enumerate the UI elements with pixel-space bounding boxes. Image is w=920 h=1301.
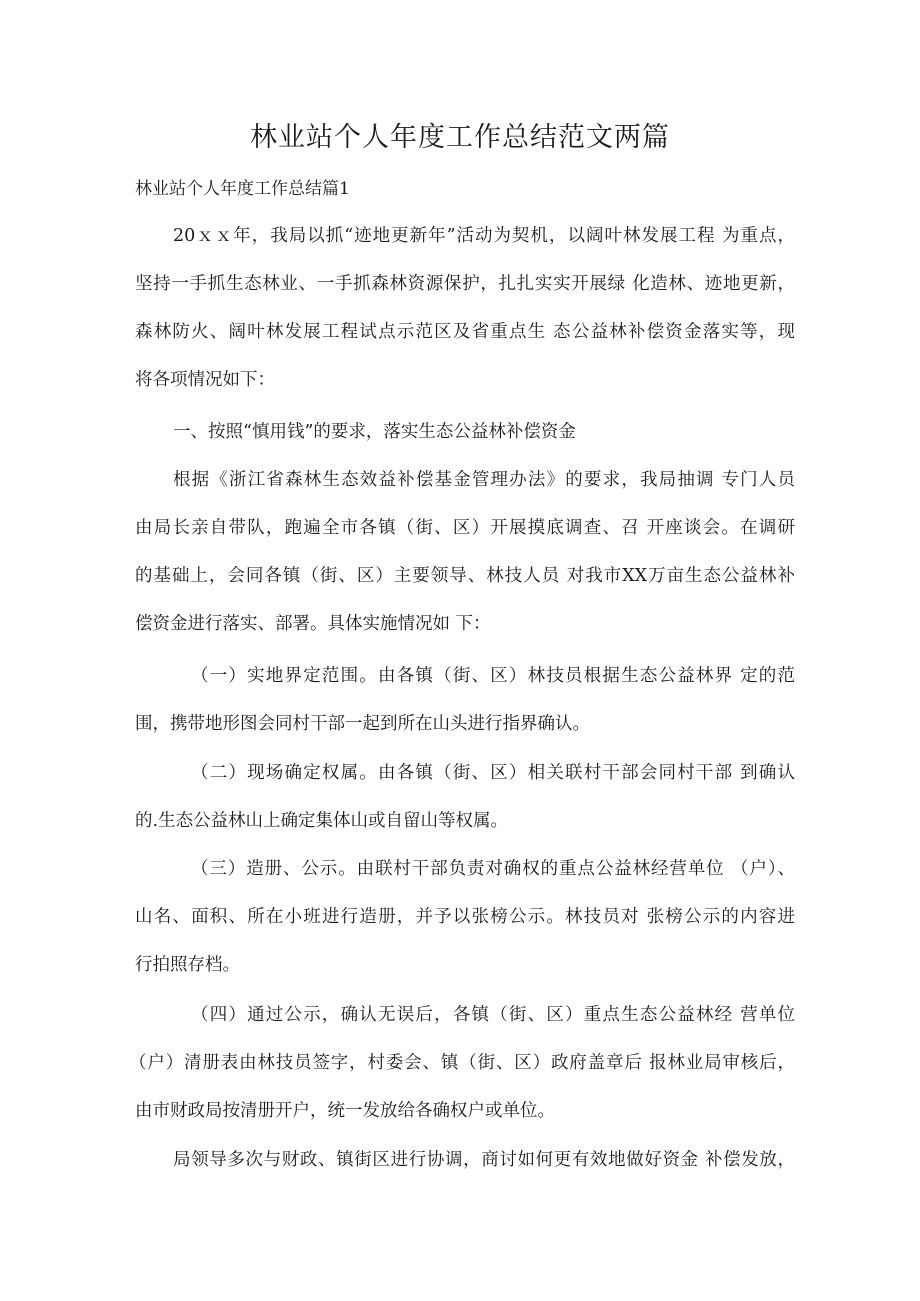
text-line: （四）通过公示，确认无误后，各镇（街、区）重点生态公益林经 营单位	[191, 1005, 795, 1025]
paragraph-step-three	[135, 845, 795, 989]
text-line: 坚持一手抓生态林业、一手抓森林资源保护，扎扎实实开展绿 化造林、迹地更新，	[135, 274, 795, 294]
text-line: 由局长亲自带队，跑遍全市各镇（街、区）开展摸底调查、召 开座谈会。在调研	[135, 518, 795, 538]
text-line: 森林防火、阔叶林发展工程试点示范区及省重点生 态公益林补偿资金落实等，现	[135, 322, 795, 342]
text-line: 将各项情况如下：	[135, 370, 275, 390]
section-heading: 林业站个人年度工作总结篇1	[135, 179, 350, 199]
text-line: （二）现场确定权属。由各镇（街、区）相关联村干部会同村干部 到确认	[191, 763, 795, 783]
text-line: 由市财政局按清册开户，统一发放给各确权户或单位。	[135, 1101, 555, 1121]
text-line: 20ｘｘ年，我局以抓“迹地更新年”活动为契机，以阔叶林发展工程 为重点，	[173, 226, 795, 246]
paragraph-section-one	[135, 408, 795, 456]
paragraph-step-four	[129, 991, 795, 1135]
text-line: 山名、面积、所在小班进行造册，并予以张榜公示。林技员对 张榜公示的内容进	[135, 907, 795, 927]
paragraph-step-one	[135, 652, 795, 748]
text-line: 根据《浙江省森林生态效益补偿基金管理办法》的要求，我局抽调 专门人员	[173, 470, 795, 490]
text-line: （三）造册、公示。由联村干部负责对确权的重点公益林经营单位 （户）、	[191, 859, 795, 879]
text-line: 的基础上，会同各镇（街、区）主要领导、林技人员 对我市XX万亩生态公益林补	[135, 566, 795, 586]
paragraph-basis	[135, 456, 795, 648]
document-title: 林业站个人年度工作总结范文两篇	[250, 122, 670, 153]
text-line: （户）清册表由林技员签字，村委会、镇（街、区）政府盖章后 报林业局审核后，	[129, 1053, 795, 1073]
text-line: 偿资金进行落实、部署。具体实施情况如 下：	[135, 614, 491, 634]
paragraph-step-two	[135, 749, 795, 845]
text-line: 一、按照“慎用钱”的要求，落实生态公益林补偿资金	[173, 422, 576, 442]
text-line: 局领导多次与财政、镇街区进行协调，商讨如何更有效地做好资金 补偿发放，	[173, 1150, 795, 1170]
text-line: 行拍照存档。	[135, 955, 240, 975]
text-line: 围，携带地形图会同村干部一起到所在山头进行指界确认。	[135, 714, 590, 734]
paragraph-coordination	[135, 1136, 795, 1184]
text-line: 的.生态公益林山上确定集体山或自留山等权属。	[135, 811, 509, 831]
text-line: （一）实地界定范围。由各镇（街、区）林技员根据生态公益林界 定的范	[191, 666, 795, 686]
paragraph-intro	[135, 212, 795, 404]
